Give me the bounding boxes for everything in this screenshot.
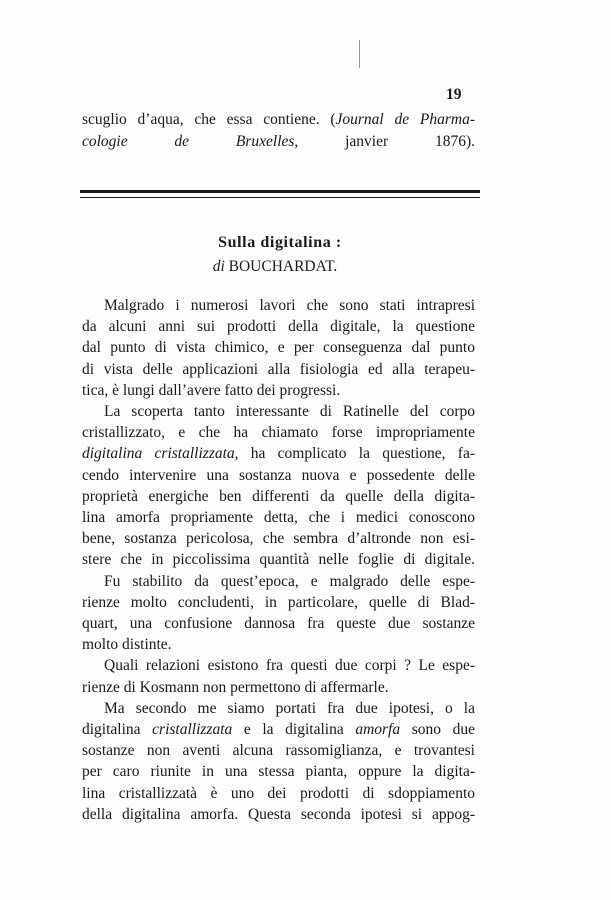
text-segment: cendo intervenire una sostanza nuova e possedente delle <box>82 466 475 484</box>
italic-segment: digitalina cristallizzata <box>82 445 235 463</box>
text-line <box>82 360 475 380</box>
text-segment: dal punto di vista chimico, e per conseguenza dal punto <box>82 339 475 357</box>
text-segment: tica, è lungi dall’avere fatto dei progressi. <box>82 381 341 399</box>
text-segment: proprietà energiche ben differenti da quelle della digita- <box>82 487 475 505</box>
text-segment: rienze molto concludenti, in particolare, quelle di Blad- <box>82 593 475 611</box>
text-segment: da alcuni anni sui prodotti della digitale, la questione <box>82 318 475 336</box>
text-segment: stere che in piccolissima quantità nelle foglie di digitale. <box>82 551 475 569</box>
article-byline <box>0 258 550 276</box>
text-segment: sostanze non aventi alcuna rassomiglianza, e trovantesi <box>82 742 475 760</box>
text-line <box>82 423 475 443</box>
text-line <box>82 805 475 825</box>
text-line <box>82 317 475 337</box>
section-divider-thick <box>80 190 480 193</box>
text-segment: sono due <box>400 721 475 738</box>
text-line <box>82 678 475 698</box>
text-segment: per caro riunite in una stessa pianta, oppure la digita- <box>82 763 475 781</box>
text-line <box>82 784 475 804</box>
text-segment: della digitalina amorfa. Questa seconda ipotesi si appog- <box>82 805 475 823</box>
text-line <box>82 762 475 782</box>
text-line <box>82 635 475 655</box>
text-line <box>82 508 475 528</box>
text-segment: bene, sostanza pericolosa, che sembra d’altronde non esi- <box>82 530 475 548</box>
italic-segment: amorfa <box>355 721 401 738</box>
text-line <box>82 381 475 401</box>
text-line <box>82 487 475 507</box>
text-segment: , janvier 1876). <box>294 133 475 150</box>
text-segment: Malgrado i numerosi lavori che sono stati intrapresi <box>104 297 475 314</box>
text-segment: Ma secondo me siamo portati fra due ipotesi, o la <box>104 699 475 717</box>
text-line <box>82 132 475 152</box>
text-line <box>82 466 475 486</box>
italic-segment: Journal de Pharma- <box>335 111 475 128</box>
text-line <box>82 110 475 130</box>
section-divider-thin <box>80 197 480 198</box>
italic-segment: cologie de Bruxelles <box>82 133 295 150</box>
text-segment: molto distinte. <box>82 636 172 654</box>
text-segment: digitalina <box>82 721 153 738</box>
text-segment: Fu stabilito da quest’epoca, e malgrado delle espe- <box>104 572 475 590</box>
text-line <box>104 572 475 592</box>
text-line <box>82 593 475 613</box>
text-segment: La scoperta tanto interessante di Ratinelle del corpo <box>104 403 475 420</box>
scan-mark <box>359 40 360 68</box>
text-segment: Quali relazioni esistono fra questi due corpi ? Le espe- <box>104 657 475 675</box>
text-line <box>104 296 475 316</box>
text-line <box>104 699 475 719</box>
text-segment: quart, una confusione dannosa fra queste due sostanze <box>82 615 475 632</box>
author-name: BOUCHARDAT. <box>228 258 338 275</box>
text-segment: rienze di Kosmann non permettono di affermarle. <box>82 678 389 696</box>
text-segment: scuglio d’aqua, che essa contiene. ( <box>82 111 336 128</box>
text-segment: , ha complicato la questione, fa- <box>234 445 475 463</box>
page-number: 19 <box>446 86 462 103</box>
italic-segment: cristallizzata <box>152 721 233 738</box>
text-segment: lina cristallizzatà è uno dei prodotti di sdoppiamento <box>82 784 475 802</box>
text-line <box>82 550 475 570</box>
text-line <box>82 720 475 740</box>
text-segment: cristallizzato, e che ha chiamato forse impropriamente <box>82 424 475 442</box>
text-line <box>104 656 475 676</box>
text-segment: lina amorfa propriamente detta, che i medici conoscono <box>82 509 475 526</box>
text-line <box>82 529 475 549</box>
text-line <box>82 338 475 358</box>
text-line <box>104 402 475 422</box>
text-segment: e la digitalina <box>232 721 356 738</box>
text-line <box>82 614 475 634</box>
author-prefix: di <box>212 258 225 275</box>
text-line <box>82 741 475 761</box>
text-line <box>82 444 475 464</box>
text-segment: di vista delle applicazioni alla fisiologia ed alla terapeu- <box>82 360 475 378</box>
article-title: Sulla digitalina : <box>218 234 342 251</box>
